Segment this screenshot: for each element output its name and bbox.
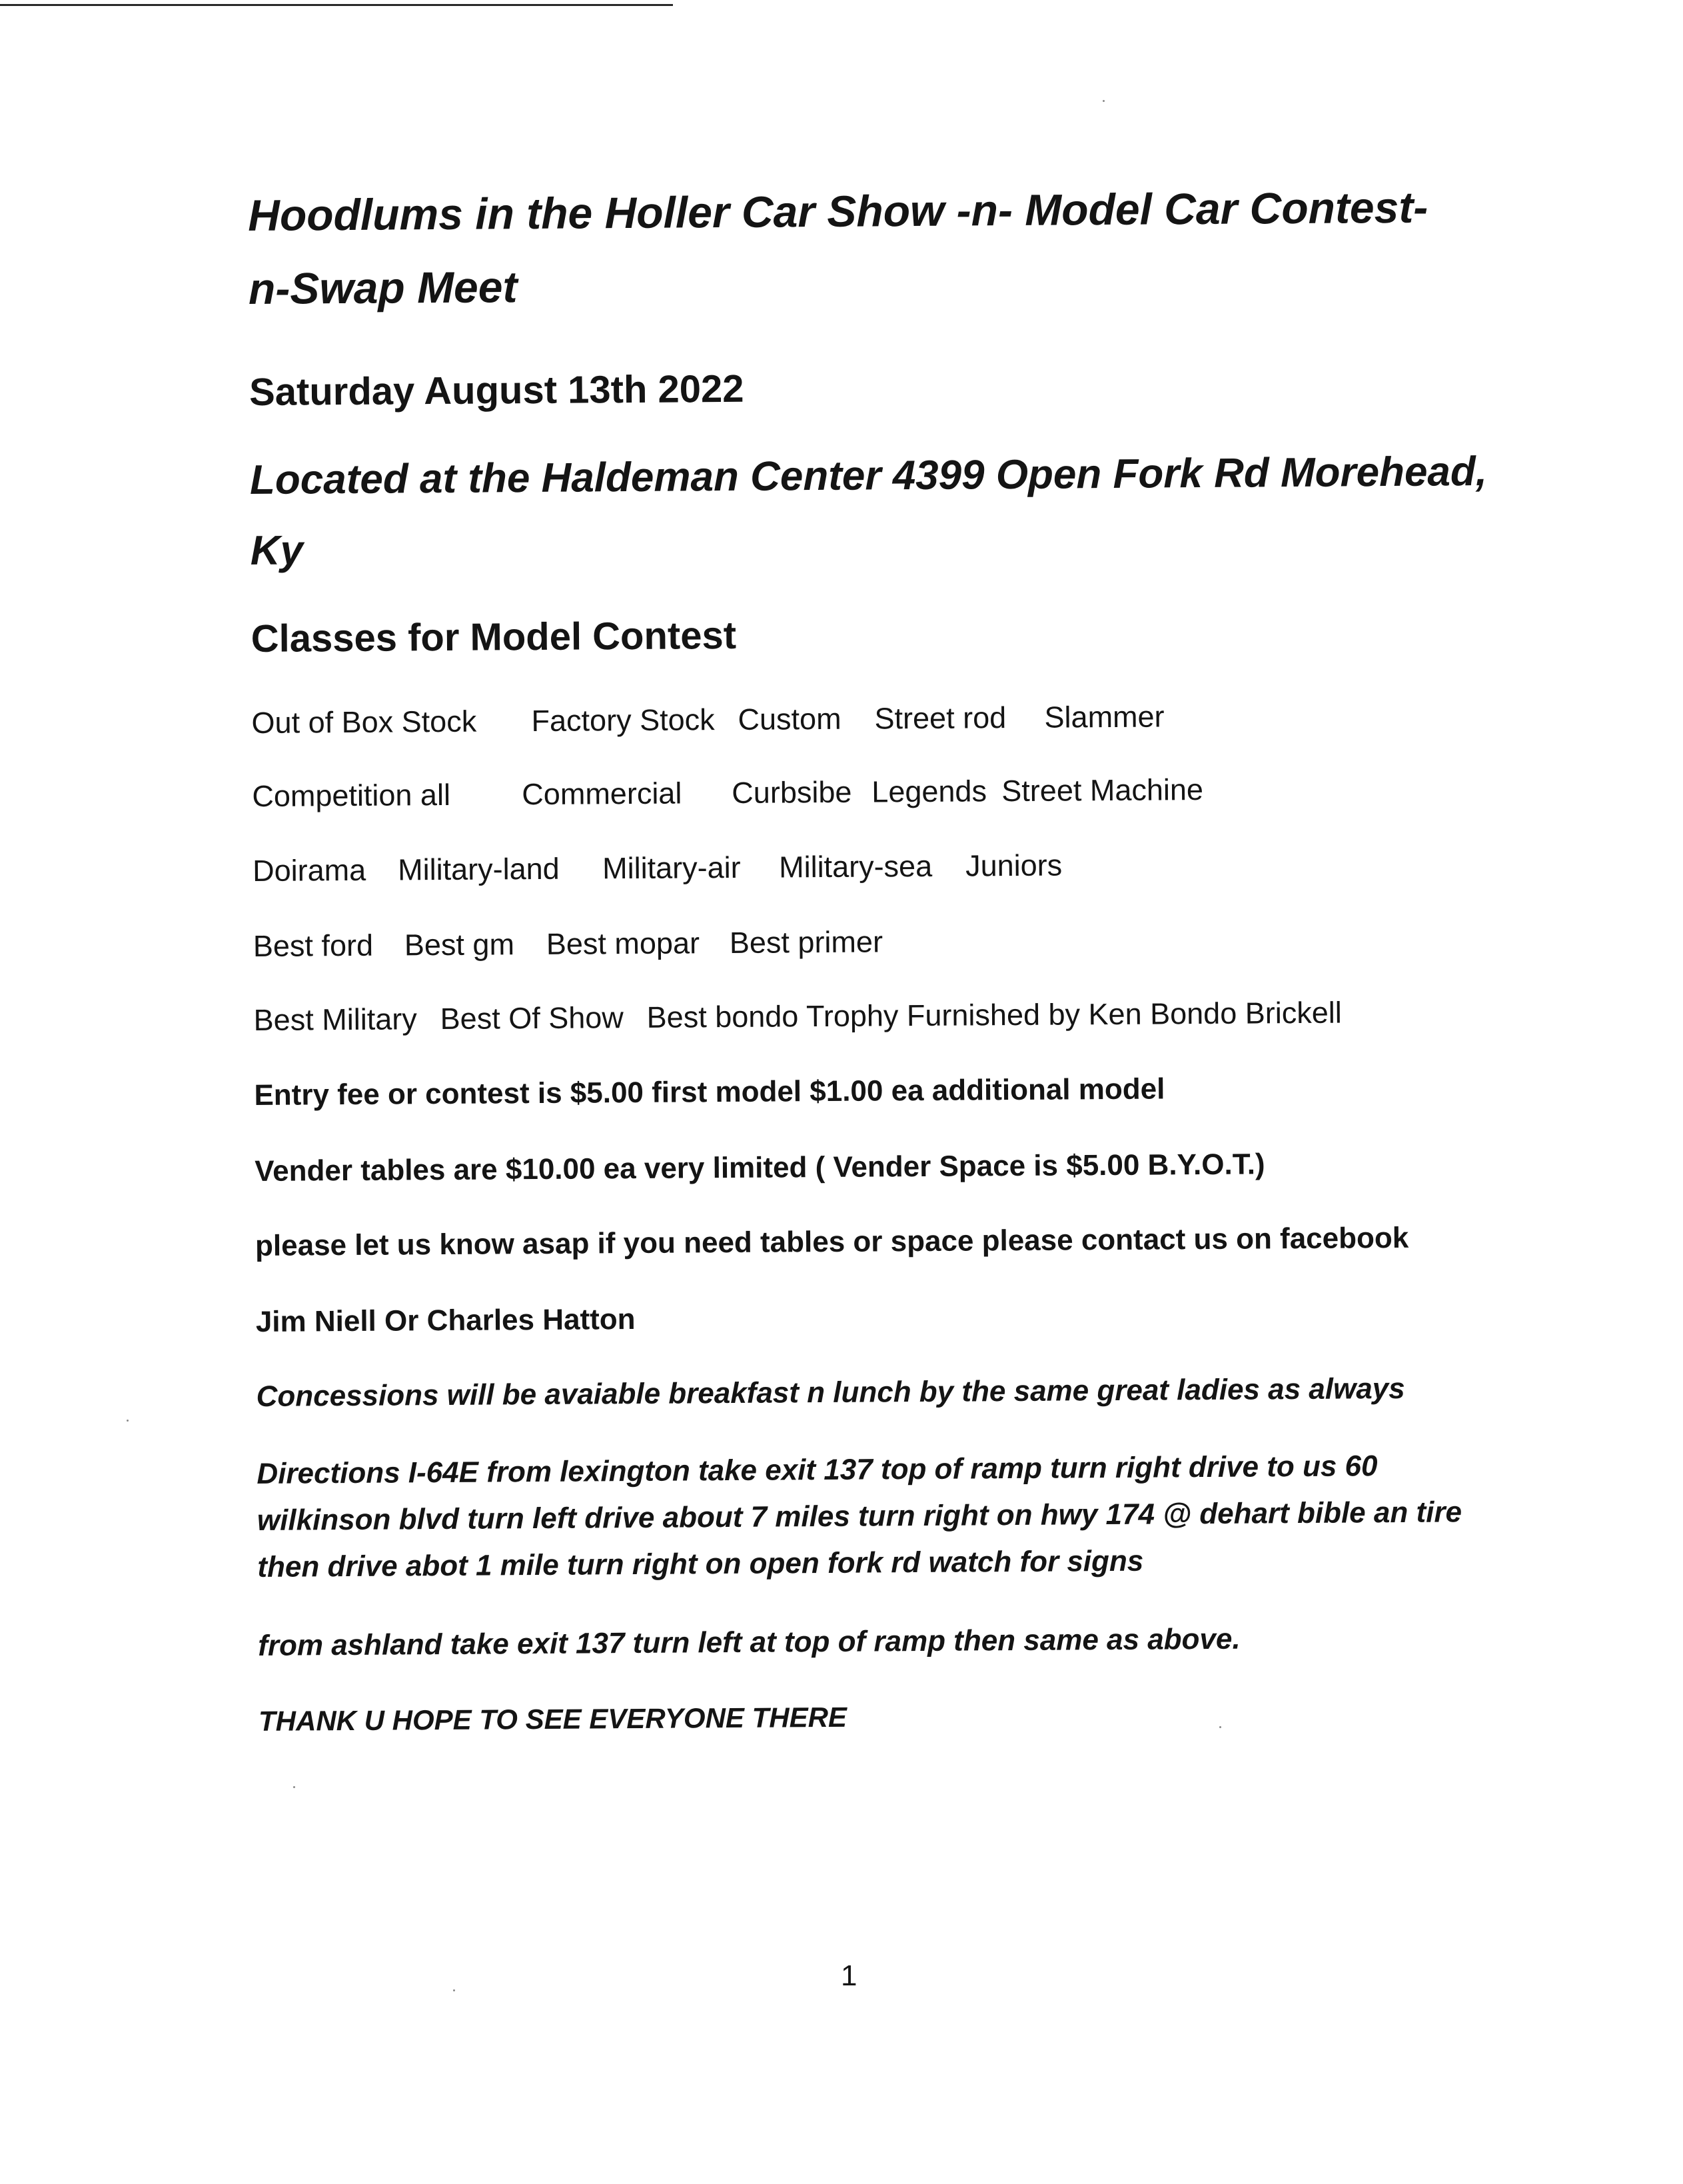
directions-line-3: then drive abot 1 mile turn right on open fork rd watch for signs <box>257 1544 1144 1584</box>
event-date: Saturday August 13th 2022 <box>249 367 744 414</box>
class-item: Best gm <box>404 927 515 962</box>
class-item: Doirama <box>252 852 366 888</box>
class-item: Best mopar <box>546 926 700 961</box>
ashland-directions-text: from ashland take exit 137 turn left at top of ramp then same as above. <box>258 1622 1241 1662</box>
closing-text: THANK U HOPE TO SEE EVERYONE THERE <box>258 1701 847 1737</box>
class-item: Military-air <box>602 850 741 886</box>
location-line-2: Ky <box>250 527 304 574</box>
scan-speck <box>453 1989 455 1991</box>
scan-speck <box>1219 1726 1221 1728</box>
flyer-page <box>247 0 1528 2184</box>
location-line-1: Located at the Haldeman Center 4399 Open Fork Rd Morehead, <box>249 449 1488 503</box>
class-row-4 <box>253 922 1519 971</box>
class-item: Military-land <box>397 851 560 887</box>
class-item: Out of Box Stock <box>251 704 477 740</box>
class-item: Street Machine <box>1001 772 1204 808</box>
class-item: Best ford <box>253 928 374 963</box>
classes-heading: Classes for Model Contest <box>251 613 737 660</box>
class-item: Commercial <box>522 776 682 812</box>
directions-line-2: wilkinson blvd turn left drive about 7 miles turn right on hwy 174 @ dehart bible an tire <box>257 1496 1462 1537</box>
concessions-text: Concessions will be avaiable breakfast n lunch by the same great ladies as always <box>256 1372 1405 1413</box>
scan-speck <box>1103 100 1105 102</box>
class-row-2 <box>252 772 1518 821</box>
class-item: Best Military <box>253 1002 417 1037</box>
class-item: Street rod <box>874 700 1007 736</box>
scan-speck <box>293 1786 295 1788</box>
class-item: Slammer <box>1044 699 1165 734</box>
class-item: Competition all <box>252 777 451 813</box>
vender-tables-text: Vender tables are $10.00 ea very limited ( Vender Space is $5.00 B.Y.O.T.) <box>255 1148 1265 1188</box>
class-row-1 <box>251 699 1517 748</box>
class-item: Factory Stock <box>531 702 715 738</box>
class-item: Best Of Show <box>440 1000 624 1036</box>
class-item: Legends <box>871 774 987 809</box>
contacts-text: Jim Niell Or Charles Hatton <box>255 1302 636 1338</box>
flyer-title-line-1: Hoodlums in the Holler Car Show -n- Model Car Contest- <box>247 182 1428 240</box>
class-item: Military-sea <box>778 848 933 884</box>
flyer-title-line-2: n-Swap Meet <box>248 262 518 313</box>
entry-fee-text: Entry fee or contest is $5.00 first model $1.00 ea additional model <box>254 1072 1165 1112</box>
directions-line-1: Directions I-64E from lexington take exit 137 top of ramp turn right drive to us 60 <box>257 1450 1378 1490</box>
class-item: Juniors <box>965 848 1063 883</box>
class-item: Custom <box>738 701 842 736</box>
class-item: Best bondo Trophy Furnished by Ken Bondo Brickell <box>646 995 1342 1034</box>
scan-speck <box>127 1420 129 1422</box>
class-item: Curbsibe <box>732 774 852 810</box>
class-row-5 <box>254 996 1520 1045</box>
class-item: Best primer <box>729 924 883 960</box>
page-number: 1 <box>841 1959 857 1992</box>
class-row-3 <box>253 847 1518 896</box>
contact-note-text: please let us know asap if you need tables or space please contact us on facebook <box>255 1221 1409 1262</box>
